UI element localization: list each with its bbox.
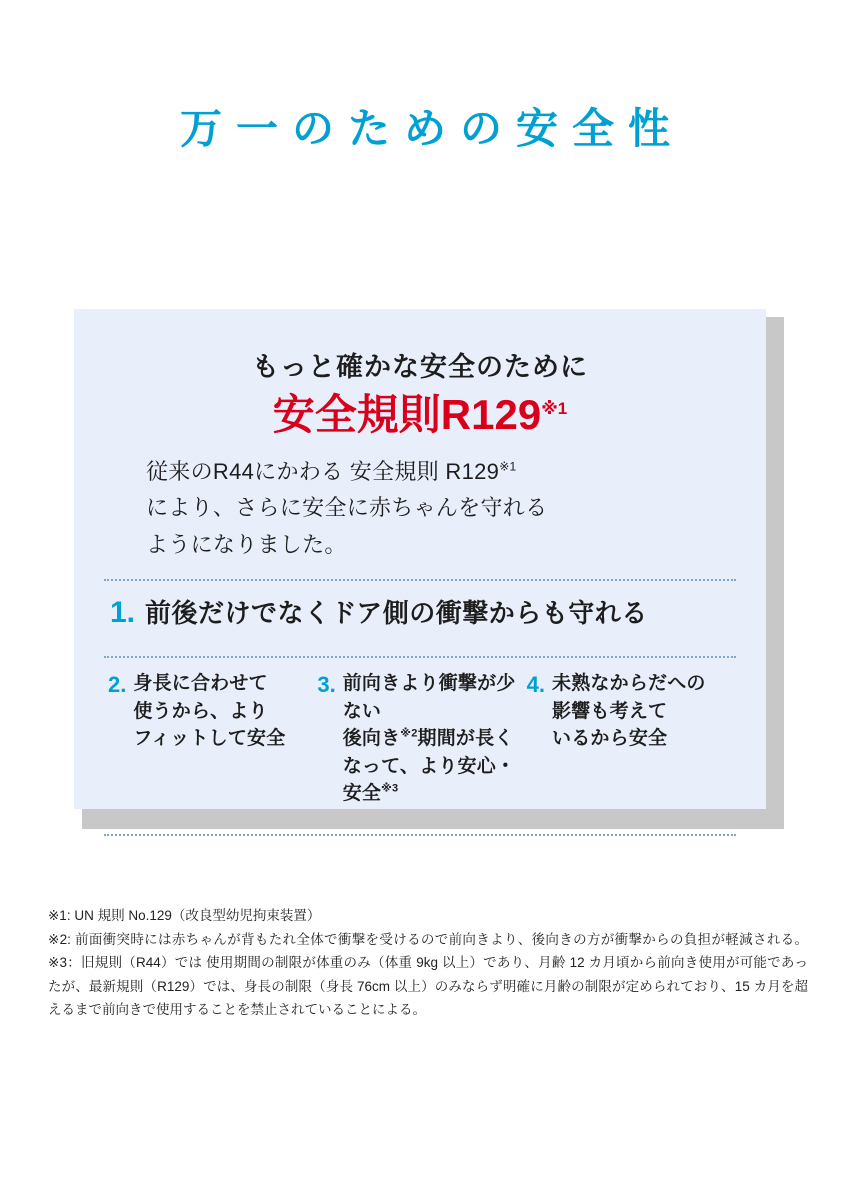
card-lead-line-1-text: 従来のR44にかわる 安全規則 R129	[146, 459, 500, 485]
card-subtitle: もっと確かな安全のために	[252, 352, 588, 382]
point-1-text: 前後だけでなくドア側の衝撃からも守れる	[145, 598, 648, 629]
point-3-number: 3.	[317, 672, 336, 698]
point-3-footnote-marker-2: ※2	[400, 727, 418, 740]
card-lead-footnote-marker: ※1	[499, 459, 517, 474]
point-3-text	[343, 670, 519, 808]
point-3-line-2a: 後向き	[342, 728, 401, 750]
point-4-number: 4.	[526, 672, 546, 698]
point-4-line-3: いるから安全	[552, 728, 668, 750]
point-3-line-3a: なって、より安心・安全	[342, 755, 516, 805]
footnote-2: ※2: 前面衝突時には赤ちゃんが背もたれ全体で衝撃を受けるので前向きより、後向きの方が衝撃からの負担が軽減される。※3：旧規則（R44）では 使用期間の制限が体重のみ（体重 9kg 以上）であり、月齢 12 カ月頃から前向き使用が可能であったが、最新規則（R129）では、身長の制限（身長 76cm 以上）のみならず明確に月齢の制限が定められており、15 カ月を超えるまで前向きで使用することを禁止されていることによる。	[48, 932, 809, 1017]
card-lead-line-1	[146, 454, 694, 490]
point-4-text	[552, 670, 706, 753]
point-2-line-2: 使うから、より	[133, 700, 268, 722]
page-root	[0, 104, 850, 1184]
point-4-line-1: 未熟なからだへの	[552, 673, 706, 695]
point-3-footnote-marker-3: ※3	[381, 782, 399, 795]
card-title	[100, 392, 740, 438]
point-item-3	[317, 670, 526, 808]
safety-card	[74, 309, 776, 829]
point-3-line-2b: 期間が長く	[417, 728, 514, 750]
card-lead-line-3: ようになりました。	[146, 531, 347, 557]
point-2-line-3: フィットして安全	[133, 728, 286, 750]
footnotes	[48, 904, 808, 1021]
footnote-1: ※1: UN 規則 No.129（改良型幼児拘束装置）	[48, 908, 321, 923]
card-title-footnote-marker: ※1	[541, 399, 568, 418]
point-2-number: 2.	[108, 672, 127, 698]
point-2-line-1: 身長に合わせて	[133, 673, 268, 695]
card-lead-line-2: により、さらに安全に赤ちゃんを守れる	[146, 495, 548, 521]
card-lead-text	[100, 454, 740, 563]
point-item-1	[100, 581, 740, 640]
page-title: 万一のための安全性	[179, 105, 684, 152]
card-title-text: 安全規則R129	[272, 391, 542, 438]
point-4-line-2: 影響も考えて	[552, 700, 668, 722]
point-2-text	[133, 670, 285, 753]
point-item-4	[527, 670, 736, 808]
point-1-number: 1.	[110, 596, 136, 630]
point-item-2	[108, 670, 317, 808]
card-body	[74, 309, 766, 809]
divider-bottom	[104, 834, 736, 836]
points-row	[100, 658, 740, 808]
point-3-line-1: 前向きより衝撃が少ない	[342, 673, 516, 722]
